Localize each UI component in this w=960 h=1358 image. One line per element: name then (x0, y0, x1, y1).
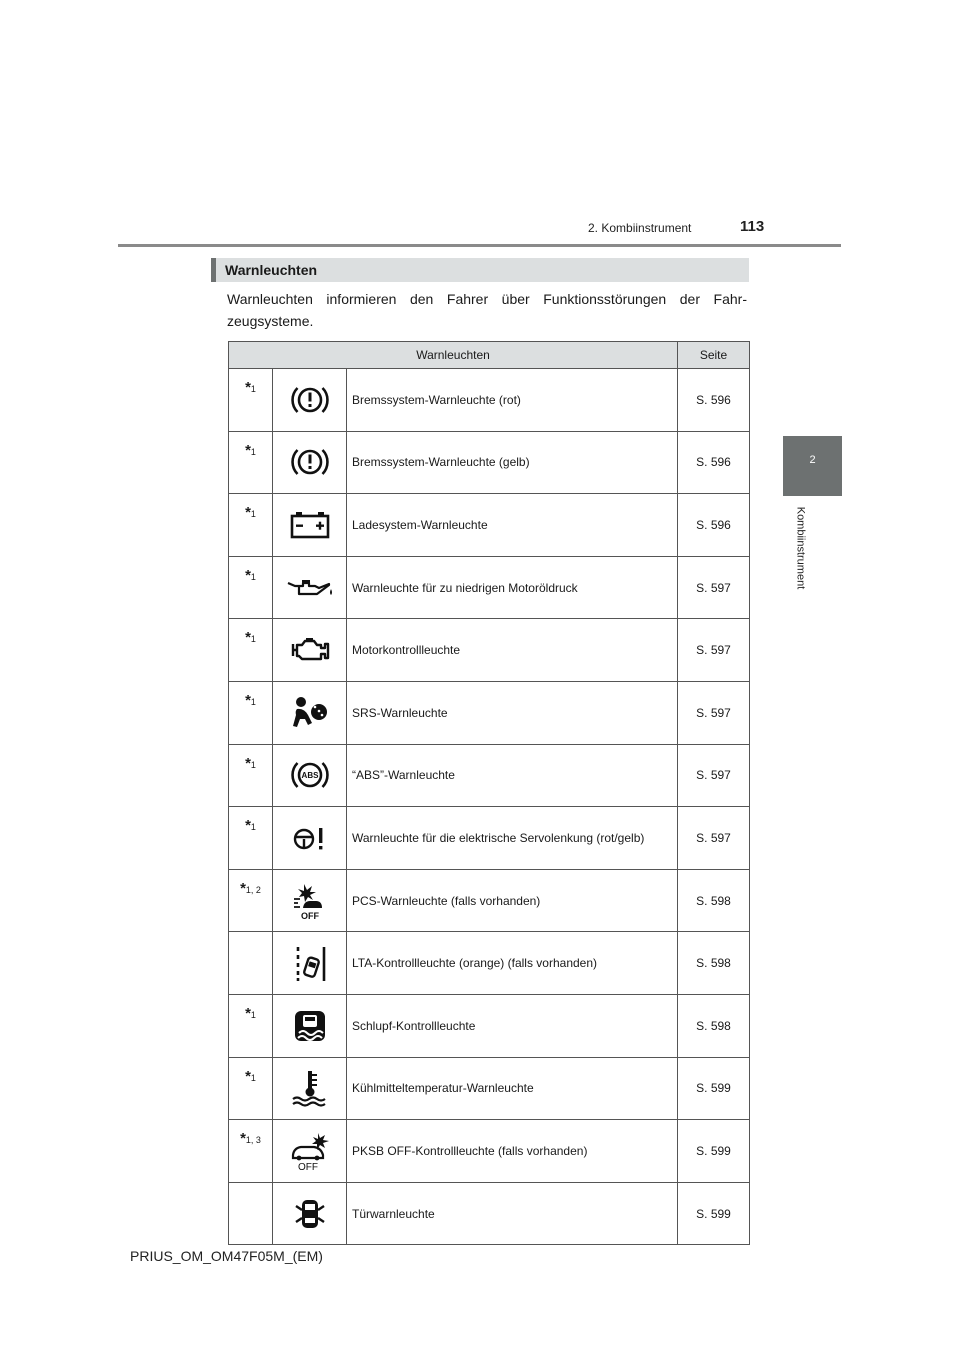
page-reference[interactable]: S. 597 (678, 556, 750, 619)
warning-icon-cell (273, 994, 347, 1057)
warning-icon-cell (273, 681, 347, 744)
page-reference[interactable]: S. 596 (678, 494, 750, 557)
warning-icon-cell (273, 494, 347, 557)
footnote-mark (229, 369, 273, 432)
page-reference[interactable]: S. 597 (678, 807, 750, 870)
table-row (229, 1120, 750, 1183)
footnote-star: * (245, 629, 251, 647)
footnote-mark (229, 807, 273, 870)
page-reference[interactable]: S. 596 (678, 431, 750, 494)
warning-name: Bremssystem-Warnleuchte (rot) (347, 369, 678, 432)
coolant-temperature-icon (290, 1069, 330, 1107)
header-rule (118, 244, 841, 247)
footnote-mark (229, 1182, 273, 1245)
chapter-side-label-text: Kombiinstrument (794, 506, 807, 590)
footnote-mark (229, 1120, 273, 1183)
page-reference[interactable]: S. 598 (678, 932, 750, 995)
page-number: 113 (740, 218, 765, 235)
table-row (229, 1182, 750, 1245)
table-row (229, 932, 750, 995)
footnote-mark (229, 431, 273, 494)
warning-name: Motorkontrollleuchte (347, 619, 678, 682)
warning-icon-cell (273, 431, 347, 494)
footnote-star: * (240, 1130, 246, 1148)
page-reference[interactable]: S. 597 (678, 619, 750, 682)
table-row (229, 619, 750, 682)
lane-trace-icon (292, 944, 328, 982)
pcs-off-icon-text: OFF (300, 910, 319, 921)
footnote-number: 1 (250, 571, 256, 582)
warning-icon-cell (273, 1182, 347, 1245)
footnote-star: * (245, 566, 251, 584)
pcs-off-icon (290, 881, 330, 921)
page-reference[interactable]: S. 598 (678, 869, 750, 932)
footnote-star: * (245, 754, 251, 772)
footnote-star: * (240, 879, 246, 897)
chapter-side-label (770, 498, 830, 598)
warning-name: Warnleuchte für zu niedrigen Motoröldruck (347, 556, 678, 619)
chapter-header: 2. Kombiinstrument (588, 221, 692, 235)
chapter-tab: 2 (783, 436, 842, 496)
footnote-number: 1 (250, 1009, 256, 1020)
footnote-mark (229, 994, 273, 1057)
footnote-star: * (245, 691, 251, 709)
airbag-icon (290, 695, 330, 731)
door-open-icon (293, 1196, 327, 1232)
table-row (229, 869, 750, 932)
warning-name: Warnleuchte für die elektrische Servolenkung (rot/gelb) (347, 807, 678, 870)
footnote-mark (229, 494, 273, 557)
footnote-mark (229, 744, 273, 807)
warning-icon-cell (273, 932, 347, 995)
footnote-star: * (245, 1067, 251, 1085)
column-header-name: Warnleuchten (229, 342, 678, 369)
warning-name: “ABS”-Warnleuchte (347, 744, 678, 807)
page-reference[interactable]: S. 599 (678, 1182, 750, 1245)
warning-name: Ladesystem-Warnleuchte (347, 494, 678, 557)
brake-exclamation-icon (291, 445, 329, 479)
column-header-page: Seite (678, 342, 750, 369)
oil-can-icon (285, 575, 335, 601)
warning-icon-cell (273, 744, 347, 807)
table-row (229, 1057, 750, 1120)
footnote-star: * (245, 504, 251, 522)
footnote-number: 1 (250, 759, 256, 770)
abs-icon (291, 758, 329, 792)
table-header-row (229, 342, 750, 369)
warning-icon-cell (273, 556, 347, 619)
footnote-number: 1 (250, 384, 256, 394)
section-bar (211, 258, 749, 282)
footnote-mark (229, 556, 273, 619)
footnote-number: 1, 2 (245, 884, 261, 895)
warning-name: Bremssystem-Warnleuchte (gelb) (347, 431, 678, 494)
warning-light-table (228, 341, 750, 1245)
abs-icon-text: ABS (301, 771, 318, 781)
intro-paragraph: Warnleuchten informieren den Fahrer über Funktionsstörungen der Fahrzeugsysteme. (227, 291, 747, 329)
page-reference[interactable]: S. 599 (678, 1120, 750, 1183)
table-row (229, 556, 750, 619)
page-reference[interactable]: S. 599 (678, 1057, 750, 1120)
warning-name: PCS-Warnleuchte (falls vorhanden) (347, 869, 678, 932)
warning-icon-cell (273, 1057, 347, 1120)
footnote-mark (229, 869, 273, 932)
footnote-mark (229, 619, 273, 682)
table-row (229, 744, 750, 807)
footer-doc-code: PRIUS_OM_OM47F05M_(EM) (130, 1248, 323, 1264)
pksb-off-icon-text: OFF (297, 1161, 318, 1171)
footnote-number: 1, 3 (245, 1135, 261, 1146)
page-reference[interactable]: S. 597 (678, 681, 750, 744)
brake-exclamation-icon (291, 383, 329, 417)
steering-exclamation-icon (291, 823, 329, 853)
page-reference[interactable]: S. 597 (678, 744, 750, 807)
warning-icon-cell (273, 1120, 347, 1183)
warning-icon-cell (273, 869, 347, 932)
footnote-mark (229, 681, 273, 744)
footnote-number: 1 (250, 1072, 256, 1083)
warning-name: Kühlmitteltemperatur-Warnleuchte (347, 1057, 678, 1120)
warning-name: Schlupf-Kontrollleuchte (347, 994, 678, 1057)
table-row (229, 994, 750, 1057)
footnote-star: * (245, 817, 251, 835)
footnote-star: * (245, 1004, 251, 1022)
table-row (229, 369, 750, 432)
footnote-mark (229, 1057, 273, 1120)
table-row (229, 807, 750, 870)
engine-icon (288, 635, 332, 665)
warning-icon-cell (273, 369, 347, 432)
footnote-mark (229, 932, 273, 995)
footnote-number: 1 (250, 509, 256, 520)
pksb-off-icon (288, 1131, 332, 1171)
warning-name: PKSB OFF-Kontrollleuchte (falls vorhanden) (347, 1120, 678, 1183)
slip-icon (293, 1009, 327, 1043)
battery-icon (289, 510, 331, 540)
footnote-number: 1 (250, 696, 256, 707)
page-reference[interactable]: S. 596 (678, 369, 750, 432)
footnote-star: * (245, 379, 251, 396)
table-row (229, 431, 750, 494)
table-row (229, 494, 750, 557)
warning-name: SRS-Warnleuchte (347, 681, 678, 744)
footnote-number: 1 (250, 822, 256, 833)
table-row (229, 681, 750, 744)
warning-icon-cell (273, 619, 347, 682)
footnote-number: 1 (250, 634, 256, 645)
warning-name: LTA-Kontrollleuchte (orange) (falls vorhanden) (347, 932, 678, 995)
footnote-star: * (245, 441, 251, 459)
page-reference[interactable]: S. 598 (678, 994, 750, 1057)
warning-name: Türwarnleuchte (347, 1182, 678, 1245)
footnote-number: 1 (250, 446, 256, 457)
section-title: Warnleuchten (225, 262, 318, 278)
warning-icon-cell (273, 807, 347, 870)
